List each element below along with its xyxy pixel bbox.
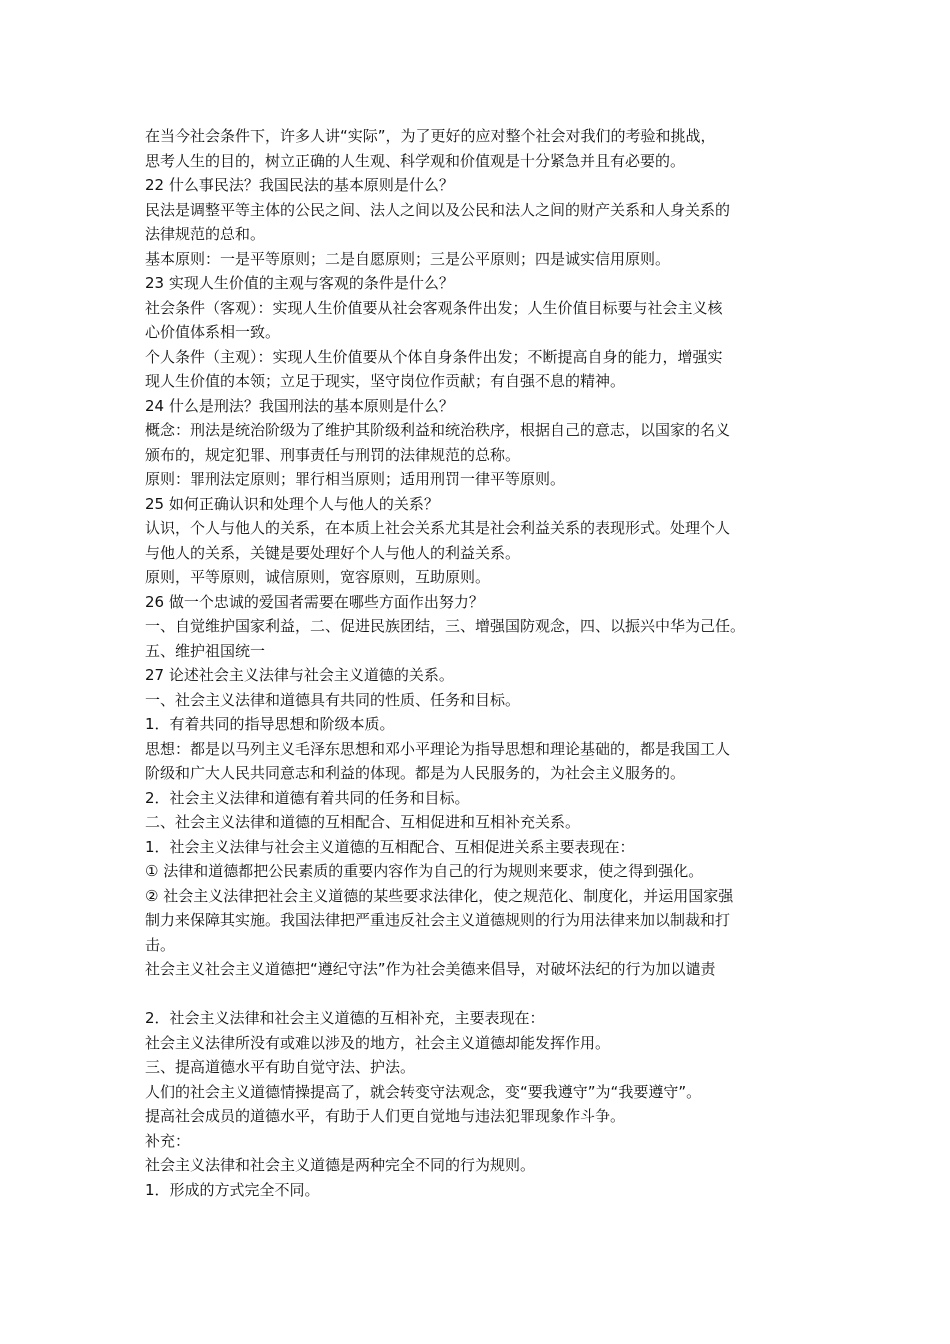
text-line: 原则，平等原则，诚信原则，宽容原则，互助原则。 (145, 568, 491, 586)
question-heading: 26 做一个忠诚的爱国者需要在哪些方面作出努力？ (145, 592, 484, 611)
text-line: 二、社会主义法律和道德的互相配合、互相促进和互相补充关系。 (145, 813, 581, 831)
text-line: 思想：都是以马列主义毛泽东思想和邓小平理论为指导思想和理论基础的，都是我国工人 (145, 739, 731, 758)
text-line: 五、维护祖国统一 (145, 641, 266, 660)
text-line: 一、社会主义法律和道德具有共同的性质、任务和目标。 (145, 690, 521, 709)
text-line: 概念：刑法是统治阶级为了维护其阶级利益和统治秩序，根据自己的意志，以国家的名义 (145, 421, 731, 439)
text-line: 制力来保障其实施。我国法律把严重违反社会主义道德规则的行为用法律来加以制裁和打 (145, 911, 731, 929)
text-line: 提高社会成员的道德水平，有助于人们更自觉地与违法犯罪现象作斗争。 (145, 1107, 626, 1125)
question-heading: 27 论述社会主义法律与社会主义道德的关系。 (145, 666, 454, 684)
question-heading: 25 如何正确认识和处理个人与他人的关系？ (145, 494, 439, 513)
text-line: 1．形成的方式完全不同。 (145, 1180, 320, 1199)
text-line: 人们的社会主义道德情操提高了，就会转变守法观念，变“要我遵守”为“我要遵守”。 (145, 1082, 702, 1101)
text-line: 社会主义社会主义道德把“遵纪守法”作为社会美德来倡导，对破坏法纪的行为加以谴责 (145, 960, 716, 978)
text-line: 2．社会主义法律和社会主义道德的互相补充，主要表现在： (145, 1009, 545, 1027)
question-heading: 24 什么是刑法？我国刑法的基本原则是什么？ (145, 396, 454, 415)
text-line: 在当今社会条件下，许多人讲“实际”，为了更好的应对整个社会对我们的考验和挑战， (145, 127, 716, 145)
text-line: ② 社会主义法律把社会主义道德的某些要求法律化，使之规范化、制度化，并运用国家强 (145, 886, 734, 905)
text-line: 三、提高道德水平有助自觉守法、护法。 (145, 1058, 416, 1076)
text-line: 心价值体系相一致。 (145, 323, 281, 341)
blank-line (145, 982, 825, 1007)
text-line: 补充： (145, 1131, 191, 1150)
text-line: 一、自觉维护国家利益，二、促进民族团结，三、增强国防观念，四、以振兴中华为己任。 (145, 617, 746, 635)
text-line: 认识，个人与他人的关系，在本质上社会关系尤其是社会利益关系的表现形式。处理个人 (145, 519, 731, 537)
text-line: 1．社会主义法律与社会主义道德的互相配合、互相促进关系主要表现在： (145, 837, 635, 856)
text-line: 击。 (145, 935, 176, 954)
text-line: 2．社会主义法律和道德有着共同的任务和目标。 (145, 788, 470, 807)
text-line: 现人生价值的本领；立足于现实，坚守岗位作贡献；有自强不息的精神。 (145, 372, 626, 390)
text-line: 社会主义法律和社会主义道德是两种完全不同的行为规则。 (145, 1156, 536, 1174)
text-line: 社会主义法律所没有或难以涉及的地方，社会主义道德却能发挥作用。 (145, 1033, 611, 1052)
question-heading: 23 实现人生价值的主观与客观的条件是什么？ (145, 274, 454, 292)
text-line: 思考人生的目的，树立正确的人生观、科学观和价值观是十分紧急并且有必要的。 (145, 151, 686, 170)
text-line: 1．有着共同的指导思想和阶级本质。 (145, 715, 395, 733)
text-line: ① 法律和道德都把公民素质的重要内容作为自己的行为规则来要求，使之得到强化。 (145, 862, 704, 880)
text-line: 原则：罪刑法定原则；罪行相当原则；适用刑罚一律平等原则。 (145, 470, 566, 488)
text-line: 民法是调整平等主体的公民之间、法人之间以及公民和法人之间的财产关系和人身关系的 (145, 200, 731, 219)
question-heading: 22 什么事民法？我国民法的基本原则是什么？ (145, 176, 454, 194)
text-line: 颁布的，规定犯罪、刑事责任与刑罚的法律规范的总称。 (145, 445, 521, 464)
text-line: 与他人的关系，关键是要处理好个人与他人的利益关系。 (145, 543, 521, 562)
text-line: 法律规范的总和。 (145, 225, 266, 243)
text-line: 社会条件（客观）：实现人生价值要从社会客观条件出发；人生价值目标要与社会主义核 (145, 298, 723, 317)
document-body (145, 124, 825, 1202)
text-line: 基本原则：一是平等原则；二是自愿原则；三是公平原则；四是诚实信用原则。 (145, 249, 671, 268)
text-line: 个人条件（主观）：实现人生价值要从个体自身条件出发；不断提高自身的能力，增强实 (145, 347, 723, 366)
text-line: 阶级和广大人民共同意志和利益的体现。都是为人民服务的，为社会主义服务的。 (145, 764, 686, 782)
